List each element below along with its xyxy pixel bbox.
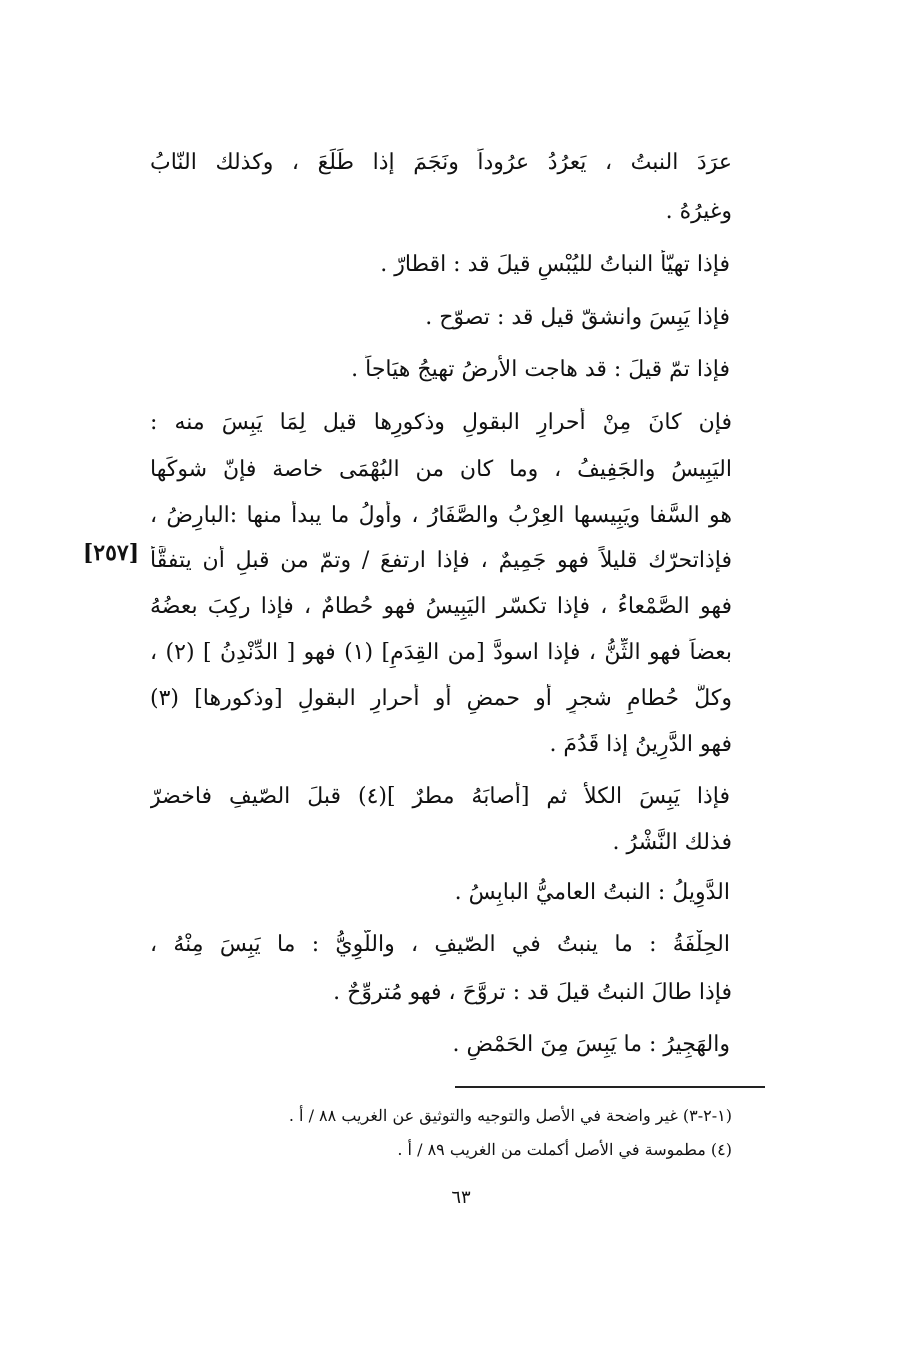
text-line: اليَبِيسُ والجَفِيفُ ، وما كان من البُهْمَى خاصة فإنّ شوكَها — [150, 457, 732, 482]
margin-folio-number: [٢٥٧] — [82, 540, 140, 566]
text-line: بعضاً فهو الثِّنُّ ، فإذا اسودَّ [من القِدَمِ] (١) فهو [ الدِّنْدِنُ ] (٢) ، — [150, 640, 732, 665]
text-line: فإذا طالَ النبتُ قيلَ قد : تروَّحَ ، فهو مُتروِّحٌ . — [333, 980, 732, 1005]
text-line: فإذا تهيّأ النباتُ لليُبْسِ قيلَ قد : اقطارّ . — [380, 252, 730, 277]
text-line: فإن كانَ مِنْ أحرارِ البقولِ وذكورِها قيل لِمَا يَبِسَ منه : — [150, 410, 732, 435]
text-line: فإذا يَبِسَ الكلأُ ثم [أصابَهُ مطرٌ ](٤) قبلَ الصّيفِ فاخضرّ — [150, 784, 730, 809]
text-line: فإذا تمّ قيلَ : قد هاجت الأرضُ تهيجُ هيَاجاً . — [351, 357, 730, 382]
text-line: والهَجِيرُ : ما يَبِسَ مِنَ الحَمْضِ . — [452, 1032, 730, 1057]
text-line: وغيرُهُ . — [665, 199, 732, 224]
text-line: هو السَّفا ويَبِيسها العِرْبُ والصَّفَارُ ، وأولُ ما يبدأُ منها :البارِضُ ، — [150, 503, 732, 528]
text-line: فهو الدَّرِينُ إذا قَدُمَ . — [549, 732, 732, 757]
text-line: فهو الصَّمْعاءُ ، فإذا تكسّر اليَبِيسُ فهو حُطامٌ ، فإذا ركِبَ بعضُهُ — [150, 594, 732, 619]
text-line: الدَّوِيلُ : النبتُ العاميُّ البابِسُ . — [454, 880, 730, 905]
footnote: (٤) مطموسة في الأصل أكملت من الغريب ٨٩ / أ . — [397, 1140, 732, 1159]
text-line: فإذاتحرّك قليلاً فهو جَمِيمٌ ، فإذا ارتفعَ / وتمّ من قبلِ أن يتفقَّأ — [150, 548, 732, 573]
text-line: فإذا يَبِسَ وانشقّ قيل قد : تصوّح . — [425, 305, 730, 330]
text-line: وكلُّ حُطامِ شجرٍ أو حمضٍ أو أحرارِ البقولِ [وذكورها] (٣) — [150, 686, 732, 711]
footnote-divider — [455, 1086, 765, 1088]
footnote: (١-٢-٣) غير واضحة في الأصل والتوجيه والتوثيق عن الغريب ٨٨ / أ . — [288, 1106, 732, 1125]
text-line: فذلك النَّشْرُ . — [612, 830, 732, 855]
text-line: الحِلْفَةُ : ما ينبتُ في الصّيفِ ، واللَّوِيُّ : ما يَبِسَ مِنْهُ ، — [150, 932, 730, 957]
page-number: ٦٣ — [451, 1187, 471, 1208]
text-line: عرَدَ النبتُ ، يَعرُدُ عرُوداً ونَجَمَ إذا طَلَعَ ، وكذلك النّابُ — [150, 150, 732, 175]
